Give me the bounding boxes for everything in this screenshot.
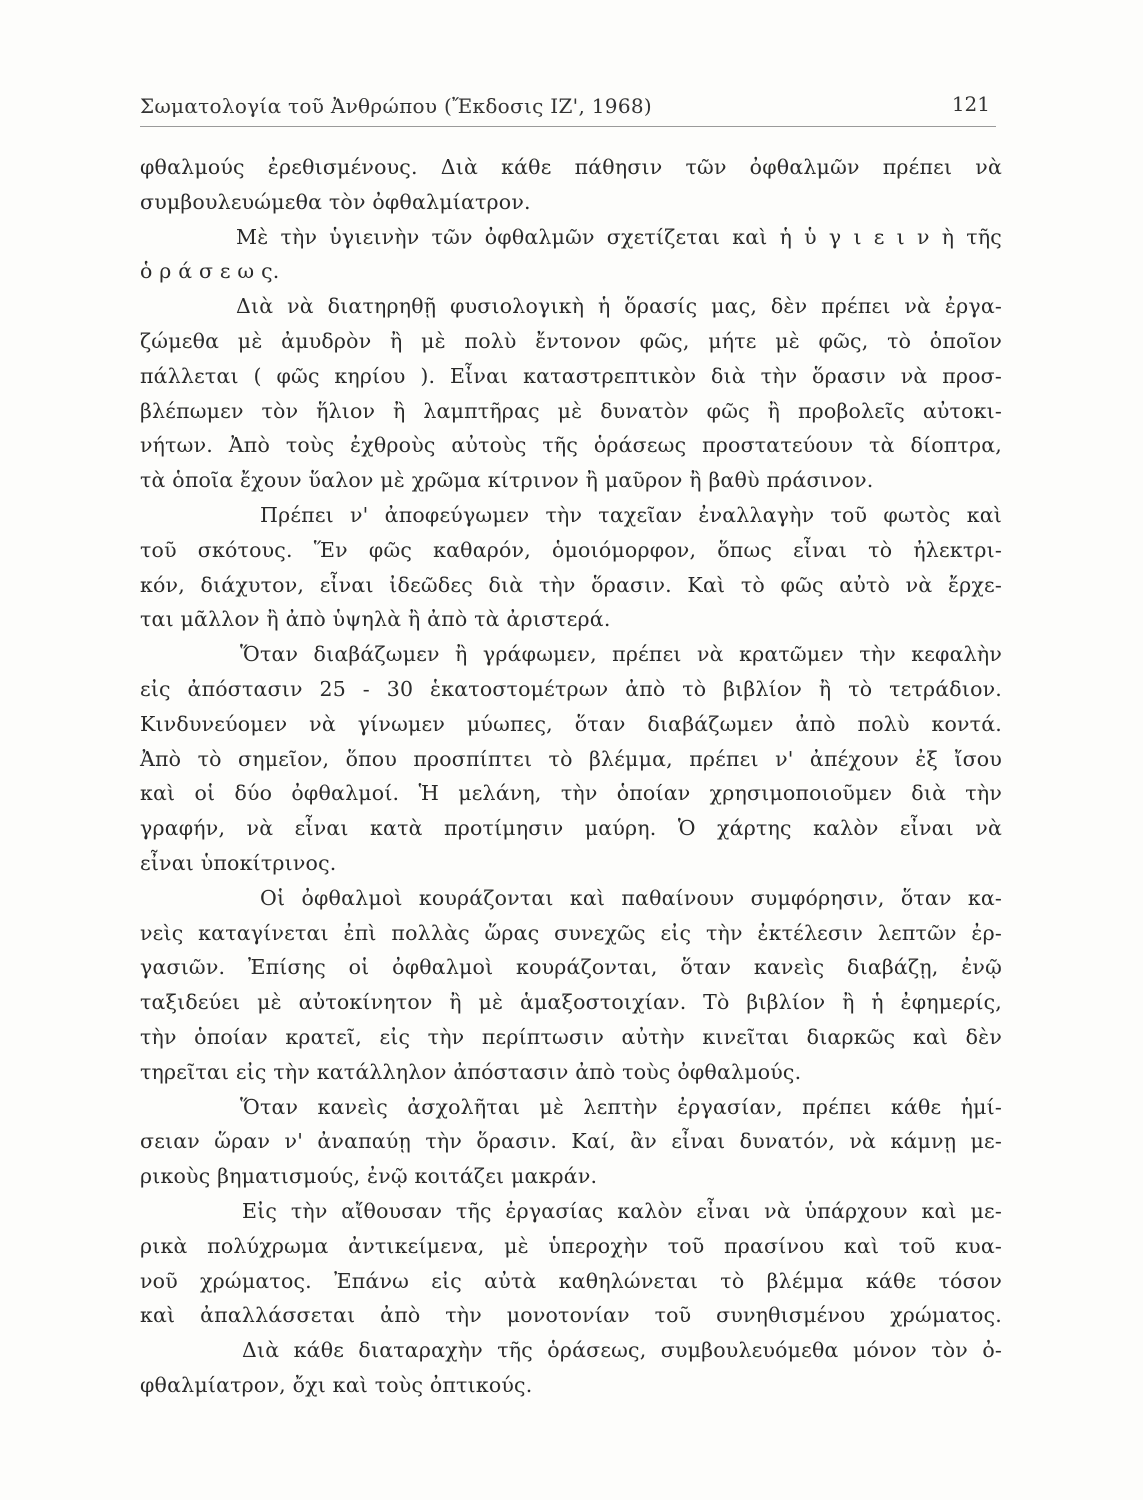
body-text: [140, 150, 1002, 1403]
text-line: φθαλμούς ἐρεθισμένους. Διὰ κάθε πάθησιν τῶν ὀφθαλμῶν πρέπει νὰ: [140, 155, 1002, 179]
header-rule: [140, 126, 996, 127]
text-line: Ὅταν διαβάζωμεν ἢ γράφωμεν, πρέπει νὰ κρατῶμεν τὴν κεφαλὴν: [240, 642, 1002, 667]
text-line: ρικὰ πολύχρωμα ἀντικείμενα, μὲ ὑπεροχὴν τοῦ πρασίνου καὶ τοῦ κυα-: [140, 1233, 1002, 1258]
text-line: Οἱ ὀφθαλμοὶ κουράζονται καὶ παθαίνουν συμφόρησιν, ὅταν κα-: [260, 885, 1002, 910]
text-line: βλέπωμεν τὸν ἥλιον ἢ λαμπτῆρας μὲ δυνατὸν φῶς ἢ προβολεῖς αὐτοκι-: [140, 398, 1002, 423]
text-line: συμβουλευώμεθα τὸν ὀφθαλμίατρον.: [140, 189, 531, 214]
text-line: νεὶς καταγίνεται ἐπὶ πολλὰς ὥρας συνεχῶς εἰς τὴν ἐκτέλεσιν λεπτῶν ἐρ-: [140, 920, 1002, 945]
text-line: γραφήν, νὰ εἶναι κατὰ προτίμησιν μαύρη. Ὁ χάρτης καλὸν εἶναι νὰ: [140, 816, 1002, 841]
text-line: σειαν ὥραν ν' ἀναπαύῃ τὴν ὅρασιν. Καί, ἂν εἶναι δυνατόν, νὰ κάμνῃ με-: [140, 1129, 1002, 1154]
text-line: Κινδυνεύομεν νὰ γίνωμεν μύωπες, ὅταν διαβάζωμεν ἀπὸ πολὺ κοντά.: [140, 711, 1002, 736]
text-line: πάλλεται ( φῶς κηρίου ). Εἶναι καταστρεπτικὸν διὰ τὴν ὅρασιν νὰ προσ-: [140, 363, 1002, 388]
text-line: ὁ ρ ά σ ε ω ς.: [140, 259, 280, 284]
text-line: νήτων. Ἀπὸ τοὺς ἐχθροὺς αὐτοὺς τῆς ὁράσεως προστατεύουν τὰ δίοπτρα,: [140, 433, 1002, 458]
text-line: τοῦ σκότους. Ἕν φῶς καθαρόν, ὁμοιόμορφον, ὅπως εἶναι τὸ ἠλεκτρι-: [140, 537, 1002, 562]
text-line: γασιῶν. Ἐπίσης οἱ ὀφθαλμοὶ κουράζονται, ὅταν κανεὶς διαβάζῃ, ἐνῷ: [140, 955, 1002, 980]
text-line: νοῦ χρώματος. Ἐπάνω εἰς αὐτὰ καθηλώνεται τὸ βλέμμα κάθε τόσον: [140, 1268, 1002, 1293]
text-line: κόν, διάχυτον, εἶναι ἰδεῶδες διὰ τὴν ὅρασιν. Καὶ τὸ φῶς αὐτὸ νὰ ἔρχε-: [140, 572, 1002, 597]
text-line: ταξιδεύει μὲ αὐτοκίνητον ἢ μὲ ἁμαξοστοιχίαν. Τὸ βιβλίον ἢ ἡ ἐφημερίς,: [140, 990, 1002, 1015]
header-title: Σωματολογία τοῦ Ἀνθρώπου (Ἔκδοσις ΙΖ', 1968): [140, 94, 652, 118]
text-line: εἶναι ὑποκίτρινος.: [140, 850, 337, 875]
text-line: ζώμεθα μὲ ἀμυδρὸν ἢ μὲ πολὺ ἔντονον φῶς, μήτε μὲ φῶς, τὸ ὁποῖον: [140, 328, 1002, 353]
page-number: 121: [951, 92, 990, 116]
text-line: ρικοὺς βηματισμούς, ἐνῷ κοιτάζει μακράν.: [140, 1164, 598, 1189]
text-line: καὶ οἱ δύο ὀφθαλμοί. Ἡ μελάνη, τὴν ὁποίαν χρησιμοποιοῦμεν διὰ τὴν: [140, 781, 1002, 806]
text-line: καὶ ἀπαλλάσσεται ἀπὸ τὴν μονοτονίαν τοῦ συνηθισμένου χρώματος.: [140, 1303, 1002, 1328]
text-line: τὰ ὁποῖα ἔχουν ὕαλον μὲ χρῶμα κίτρινον ἢ μαῦρον ἢ βαθὺ πράσινον.: [140, 468, 874, 493]
text-line: τηρεῖται εἰς τὴν κατάλληλον ἀπόστασιν ἀπὸ τοὺς ὀφθαλμούς.: [140, 1059, 802, 1084]
text-line: Ὅταν κανεὶς ἀσχολῆται μὲ λεπτὴν ἐργασίαν, πρέπει κάθε ἡμί-: [240, 1094, 1002, 1119]
text-line: Πρέπει ν' ἀποφεύγωμεν τὴν ταχεῖαν ἐναλλαγὴν τοῦ φωτὸς καὶ: [260, 502, 1002, 527]
text-line: φθαλμίατρον, ὄχι καὶ τοὺς ὀπτικούς.: [140, 1372, 533, 1397]
text-line: τὴν ὁποίαν κρατεῖ, εἰς τὴν περίπτωσιν αὐτὴν κινεῖται διαρκῶς καὶ δὲν: [140, 1024, 1002, 1049]
text-line: εἰς ἀπόστασιν 25 - 30 ἑκατοστομέτρων ἀπὸ τὸ βιβλίον ἢ τὸ τετράδιον.: [140, 676, 1002, 701]
text-line: Διὰ κάθε διαταραχὴν τῆς ὁράσεως, συμβουλευόμεθα μόνον τὸν ὀ-: [242, 1338, 1002, 1363]
text-line: Μὲ τὴν ὑγιεινὴν τῶν ὀφθαλμῶν σχετίζεται καὶ ἡ ὑ γ ι ε ι ν ὴ τῆς: [236, 224, 1002, 249]
text-line: Εἰς τὴν αἴθουσαν τῆς ἐργασίας καλὸν εἶναι νὰ ὑπάρχουν καὶ με-: [242, 1198, 1002, 1223]
text-line: ται μᾶλλον ἢ ἀπὸ ὑψηλὰ ἢ ἀπὸ τὰ ἀριστερά.: [140, 607, 611, 632]
running-header: [140, 90, 996, 124]
text-line: Ἀπὸ τὸ σημεῖον, ὅπου προσπίπτει τὸ βλέμμα, πρέπει ν' ἀπέχουν ἐξ ἴσου: [140, 746, 1002, 771]
text-line: Διὰ νὰ διατηρηθῇ φυσιολογικὴ ἡ ὅρασίς μας, δὲν πρέπει νὰ ἐργα-: [236, 294, 1002, 319]
